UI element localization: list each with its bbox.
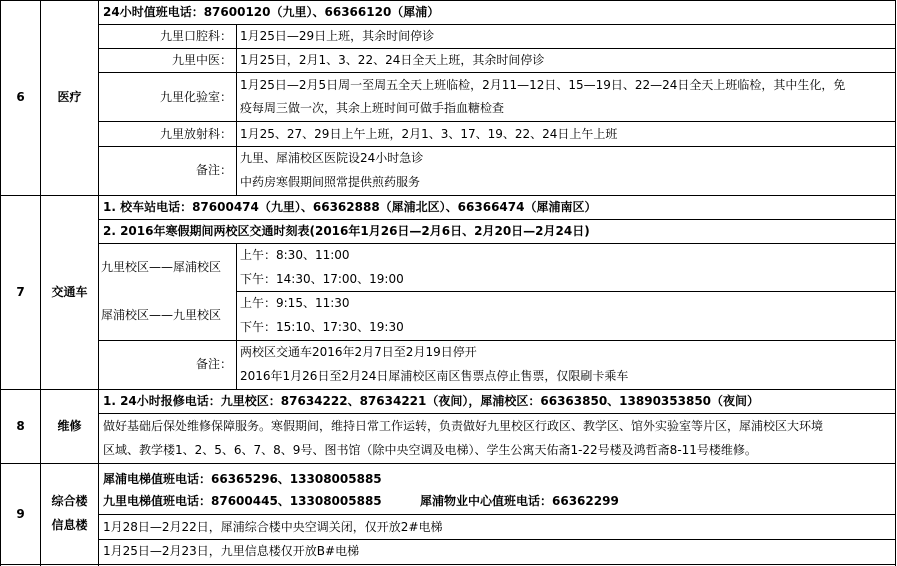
row-line — [98, 146, 896, 147]
label-divider — [236, 24, 237, 195]
section-category: 医疗 — [57, 90, 82, 104]
note-content: 2016年1月26日至2月24日犀浦校区南区售票点停止售票，仅限刷卡乘车 — [240, 369, 629, 383]
repair-description: 区域、教学楼1、2、5、6、7、8、9号、图书馆（除中央空调及电梯）、学生公寓天佑斋1-22号楼及鸿哲斋8-11号楼维修。 — [103, 443, 757, 457]
section-category: 信息楼 — [51, 518, 88, 532]
row-content: 1月25、27、29日上午上班，2月1、3、17、19、22、24日上午上班 — [240, 127, 618, 141]
row-label: 九里放射科： — [159, 127, 232, 141]
row-content: 疫每周三做一次，其余上班时间可做手指血糖检查 — [240, 101, 505, 115]
medical-hotline: 24小时值班电话：87600120（九里）、66366120（犀浦） — [103, 5, 440, 19]
note-content: 九里、犀浦校区医院设24小时急诊 — [240, 151, 424, 165]
note-content: 中药房寒假期间照常提供煎药服务 — [240, 175, 421, 189]
row-line — [98, 24, 896, 25]
row-line — [98, 72, 896, 73]
section-number: 7 — [16, 285, 25, 299]
row-line — [98, 219, 896, 220]
route-afternoon-times: 下午：14:30、17:00、19:00 — [240, 272, 404, 286]
repair-hotline: 1. 24小时报修电话：九里校区：87634222、87634221（夜间），犀浦校区：66363850、13890353850（夜间） — [103, 394, 760, 408]
section-number: 8 — [16, 419, 25, 433]
section-border-6-top — [0, 0, 896, 1]
repair-description: 做好基础后保处维修保障服务。寒假期间，维持日常工作运转，负责做好九里校区行政区、教学区、馆外实验室等片区，犀浦校区大环境 — [103, 419, 824, 433]
table-border-left — [0, 0, 1, 566]
row-line — [98, 121, 896, 122]
section-category: 交通车 — [51, 285, 88, 299]
section-category: 维修 — [57, 419, 82, 433]
col-divider-num — [40, 0, 41, 566]
row-content: 1月25日—29日上班，其余时间停诊 — [240, 29, 435, 43]
route-name: 九里校区——犀浦校区 — [101, 260, 222, 274]
section-border-7-top — [0, 195, 896, 196]
building-notice: 1月25日—2月23日，九里信息楼仅开放B#电梯 — [103, 544, 360, 558]
note-content: 两校区交通车2016年2月7日至2月19日停开 — [240, 345, 477, 359]
row-label: 九里化验室： — [159, 90, 232, 104]
elevator-duty-phone: 九里电梯值班电话：87600445、13308005885 — [103, 494, 382, 508]
row-line — [98, 539, 896, 540]
col-divider-category — [98, 0, 99, 566]
section-category: 综合楼 — [51, 494, 88, 508]
table-border-right — [895, 0, 896, 566]
row-line — [236, 291, 896, 292]
row-label: 九里口腔科： — [159, 29, 232, 43]
section-border-8-top — [0, 389, 896, 390]
row-line — [98, 514, 896, 515]
route-afternoon-times: 下午：15:10、17:30、19:30 — [240, 320, 404, 334]
row-label: 九里中医： — [171, 53, 232, 67]
label-divider — [236, 243, 237, 389]
row-content: 1月25日，2月1、3、22、24日全天上班，其余时间停诊 — [240, 53, 545, 67]
note-label: 备注： — [195, 163, 232, 177]
building-notice: 1月28日—2月22日，犀浦综合楼中央空调关闭，仅开放2#电梯 — [103, 520, 443, 534]
section-border-bottom — [0, 564, 896, 565]
row-line — [98, 48, 896, 49]
section-border-9-top — [0, 463, 896, 464]
row-line — [98, 340, 896, 341]
route-morning-times: 上午：9:15、11:30 — [240, 296, 350, 310]
route-morning-times: 上午：8:30、11:00 — [240, 248, 350, 262]
property-center-phone: 犀浦物业中心值班电话：66362299 — [420, 494, 619, 508]
row-content: 1月25日—2月5日周一至周五全天上班临检，2月11—12日、15—19日、22—24日全天上班临检，其中生化，免 — [240, 78, 846, 92]
bus-station-phone: 1. 校车站电话：87600474（九里）、66362888（犀浦北区）、66366474（犀浦南区） — [103, 200, 597, 214]
elevator-duty-phone: 犀浦电梯值班电话：66365296、13308005885 — [103, 472, 382, 486]
route-name: 犀浦校区——九里校区 — [101, 308, 222, 322]
bus-schedule-title: 2. 2016年寒假期间两校区交通时刻表(2016年1月26日—2月6日、2月20日—2月24日) — [103, 224, 590, 238]
section-number: 9 — [16, 507, 25, 521]
note-label: 备注： — [195, 357, 232, 371]
row-line — [98, 413, 896, 414]
row-line — [98, 243, 896, 244]
section-number: 6 — [16, 90, 25, 104]
